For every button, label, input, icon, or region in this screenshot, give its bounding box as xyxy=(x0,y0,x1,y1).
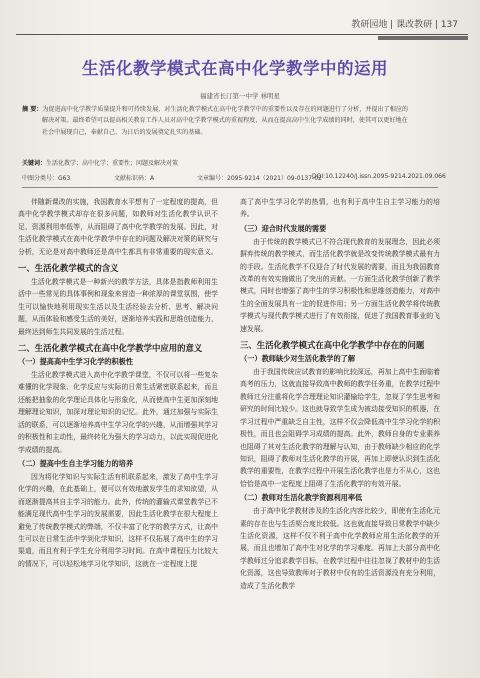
paragraph: 生活化教学模式是一种新兴的教学方法，具体是指教师利用生活中一些常见的具体事例和现象来营造一种浓厚的课堂氛围，使学生可以愉快地利用现实生活以及生活经验去分析、思考、解决问题，从而体验和感受生活的美好，逐渐培养实践和思维创造能力，最终达到师生共同发展的生活过程。 xyxy=(18,278,218,336)
subsection-heading: （一）提高高中生学习化学的积极性 xyxy=(18,357,134,367)
abstract xyxy=(22,104,434,138)
article-title: 生活化教学模式在高中化学教学中的运用 xyxy=(82,59,388,78)
header-bar xyxy=(378,36,468,40)
document-code: 文献标识码：A xyxy=(114,175,155,182)
running-title: 教研园地 | 课改教研 | 137 xyxy=(351,20,458,30)
abstract-line-3: 社会中展现自己，奉献自己，为日后的发展奠定扎实的基础。 xyxy=(42,128,207,136)
body-column-left xyxy=(18,196,218,570)
running-header xyxy=(16,10,468,36)
section-heading-1: 一、生活化教学模式的含义 xyxy=(18,263,119,274)
paragraph: 因为将化学知识与实际生活有机联系起来，激发了高中生学习化学的兴趣，在此基础上，便可以有效地激发学生的求知欲望，从而逐渐提高其自主学习的能力。此外，传统的灌输式课堂教学已不能满足现代高中生学习的发展需要，因此生活化教学在很大程度上避免了传统教学模式的弊端，不仅丰富了化学的教学方式，让高中生可以在日常生活中学到化学知识，这样不仅拓展了高中生的学习渠道，而且有利于学生充分利用学习时间。在高中课程压力比较大的情况下，可以轻松地学习化学知识，这就在一定程度上提 xyxy=(18,472,218,568)
clc-number: 中图分类号：G63 xyxy=(22,175,71,182)
header-rule xyxy=(16,34,468,35)
meta-divider xyxy=(22,187,438,188)
intro-paragraph: 伴随新课改的实施，我国教育水平想有了一定程度的提高，但高中化学教学模式却存在很多问题，如教师对生活化教学认识不足、资源利用率低等，从而阻碍了高中化学教学的发展。因此，对生活化教学模式在高中化学教学中存在的问题及解决对策的研究与分析，无论是对高中教师还是高中生都具有非常重要的现实意义。 xyxy=(18,198,218,256)
keywords-text: 生活化教学；高中化学；重要性；问题及解决对策 xyxy=(46,160,179,167)
abstract-line-2: 解决对策。最终希望可以提高相关教育工作人员对高中化学教学模式的重视程度，从而在提高高中生化学成绩的同时，使其可以更好地在 xyxy=(42,117,408,125)
paragraph: 由于我国传统应试教育的影响比较深远，再加上高中生面临着高考的压力，这就直接导致高中教师的教学任务重，在教学过程中教师过分注重将化学合理理论知识灌输给学生，忽视了学生思考和研究的时间比较少。这也就导致学生成为被动接受知识的机器，在学习过程中严重缺乏自主性，这样不仅会降低高中生学习化学的积极性，而且也会阻碍学习成绩的提高。此外，教师自身的专业素养也阻碍了其对生活化教学的理解与认知，由于教师缺少相应的化学知识，阻碍了教师对生活化教学的开展，再加上即使认识到生活化教学的重要性，在教学过程中开展生活化教学也是力不从心，这也恰恰是高中一定程度上阻碍了生活化教学的有效开展。 xyxy=(240,368,440,488)
abstract-line-1: 摘 要：为促进高中化学教学质量提升和可持续发展，对生活化教学模式在高中化学教学中的重要性以及存在的问题进行了分析，并提出了相应的 xyxy=(22,106,409,113)
doi: DOI:10.12240/j.issn.2095-9214.2021.09.066 xyxy=(312,173,446,180)
paragraph: 由于高中化学教材涉及的生活化内容比较少，即使有生活化元素的存在也与生活契合度比较低。这也就直接导致日常教学中缺少生活化资源，这样不仅不利于高中化学教师应用生活化教学的开展，而且也增加了高中生对化学的学习难度。再加上大部分高中化学教师过分追求教学目标，在教学过程中往往忽视了教材中的生活化资源，这也导致教师对于教材中仅有的生活资源没有充分利用，造成了生活化教学 xyxy=(240,507,440,590)
subsection-heading: （三）迎合时代发展的需要 xyxy=(240,223,327,233)
body-column-right xyxy=(240,196,440,592)
paragraph: 高了高中生学习化学的热情，也有利于高中生自主学习能力的培养。 xyxy=(240,198,440,219)
author-line: 福建省长汀第一中学 林明星 xyxy=(199,92,281,100)
paragraph: 由于传统的教学模式已不符合现代教育的发展理念，因此必须摒弃传统的教学模式，而生活化教学就是改变传统教学模式最有力的手段。生活化教学不仅迎合了时代发展的需要，而且为我国教育改革的有效实施做出了突出的贡献。一方面生活化教学创新了教学模式，同时也增强了高中生的学习积极性和思维创造能力，对高中生的全面发展具有一定的促进作用；另一方面生活化教学将传统教学模式与现代教学模式进行了有效衔接，促进了我国教育事业的飞速发展。 xyxy=(240,237,440,333)
keywords xyxy=(22,158,434,167)
subsection-heading: （二）教师对生活化教学资源利用率低 xyxy=(240,493,363,503)
section-heading-2: 二、生活化教学模式在高中化学教学中应用的意义 xyxy=(18,343,203,354)
paragraph: 生活化教学模式进入高中化学教学课堂，不仅可以将一些复杂难懂的化学现象、化学反应与实际的日常生活紧密联系起来，而且还能把抽象的化学理论具体化与形象化，从而使高中生更加深刻地理解理论知识，加深对理论知识的记忆。此外，通过加强与实际生活的联系，可以逐渐培养高中生学习化学的兴趣，从而增强其学习的积极性和主动性，最终转化为强大的学习动力，以此实现促进化学成绩的提高。 xyxy=(18,371,218,454)
subsection-heading: （一）教师缺少对生活化教学的了解 xyxy=(240,354,356,364)
keywords-label: 关键词： xyxy=(22,160,47,167)
subsection-heading: （二）提高中生自主学习能力的培养 xyxy=(18,458,134,468)
section-heading-3: 三、生活化教学模式在高中化学教学中存在的问题 xyxy=(240,340,425,351)
article-number: 文章编号：2095-9214（2021）09-0137-02 xyxy=(197,175,322,182)
abstract-label: 摘 要： xyxy=(22,106,43,113)
